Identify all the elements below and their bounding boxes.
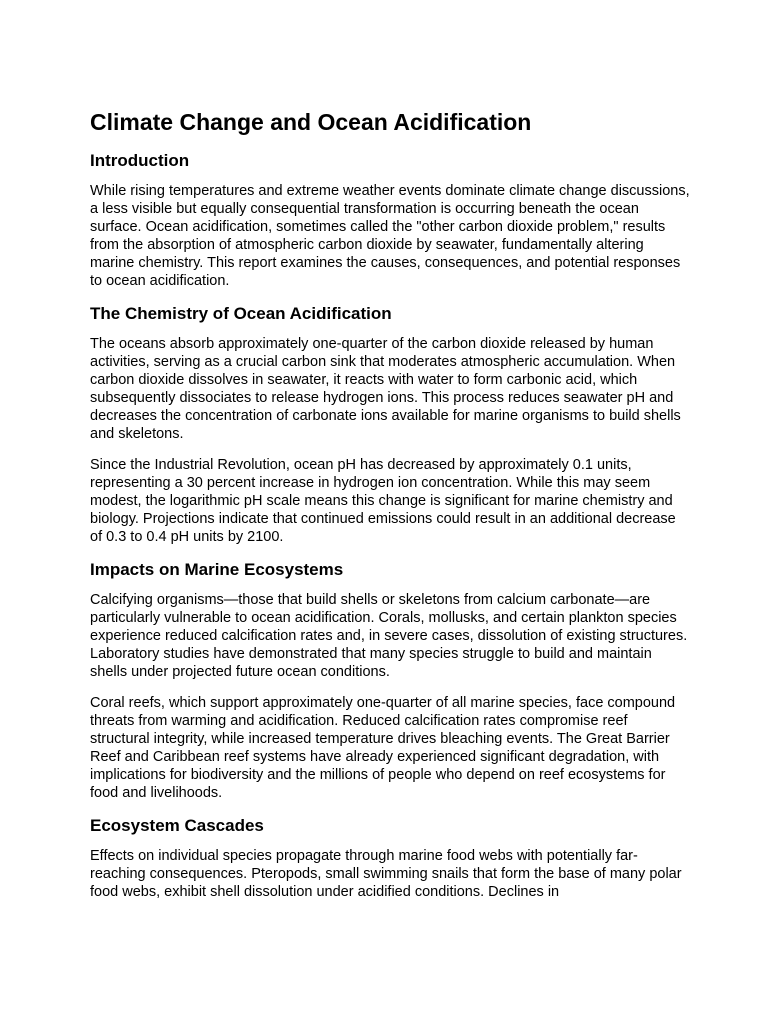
paragraph: Since the Industrial Revolution, ocean pH has decreased by approximately 0.1 units, representing a 30 percent increase in hydrogen ion concentration. While this may seem modest, the logarithmic pH scale means this change is significant for marine chemistry and biology. Projections indicate that continued emissions could result in an additional decrease of 0.3 to 0.4 pH units by 2100. bbox=[90, 457, 676, 545]
document-title: Climate Change and Ocean Acidification bbox=[90, 109, 532, 135]
section-heading-chemistry: The Chemistry of Ocean Acidification bbox=[90, 304, 392, 323]
paragraph: Coral reefs, which support approximately one-quarter of all marine species, face compound threats from warming and acidification. Reduced calcification rates compromise reef structural integrity, while increased temperature drives bleaching events. The Great Barrier Reef and Caribbean reef systems have already experienced significant degradation, with implications for biodiversity and the millions of people who depend on reef ecosystems for food and livelihoods. bbox=[90, 695, 676, 801]
paragraph: Calcifying organisms—those that build shells or skeletons from calcium carbonate—are particularly vulnerable to ocean acidification. Corals, mollusks, and certain plankton species experience reduced calcification rates and, in severe cases, dissolution of existing structures. Laboratory studies have demonstrated that many species struggle to build and maintain shells under projected future ocean conditions. bbox=[90, 592, 688, 680]
paragraph: The oceans absorb approximately one-quarter of the carbon dioxide released by human activities, serving as a crucial carbon sink that moderates atmospheric accumulation. When carbon dioxide dissolves in seawater, it reacts with water to form carbonic acid, which subsequently dissociates to release hydrogen ions. This process reduces seawater pH and decreases the concentration of carbonate ions available for marine organisms to build shells and skeletons. bbox=[90, 336, 681, 442]
section-heading-cascades: Ecosystem Cascades bbox=[90, 816, 264, 835]
section-heading-impacts: Impacts on Marine Ecosystems bbox=[90, 560, 344, 579]
section-heading-introduction: Introduction bbox=[90, 151, 190, 170]
paragraph: Effects on individual species propagate through marine food webs with potentially far-reaching consequences. Pteropods, small swimming snails that form the base of many polar food webs, exhibit shell dissolution under acidified conditions. Declines in bbox=[90, 848, 682, 900]
paragraph: While rising temperatures and extreme weather events dominate climate change discussions, a less visible but equally consequential transformation is occurring beneath the ocean surface. Ocean acidification, sometimes called the "other carbon dioxide problem," results from the absorption of atmospheric carbon dioxide by seawater, fundamentally altering marine chemistry. This report examines the causes, consequences, and potential responses to ocean acidification. bbox=[90, 183, 690, 289]
document-page bbox=[90, 108, 690, 914]
